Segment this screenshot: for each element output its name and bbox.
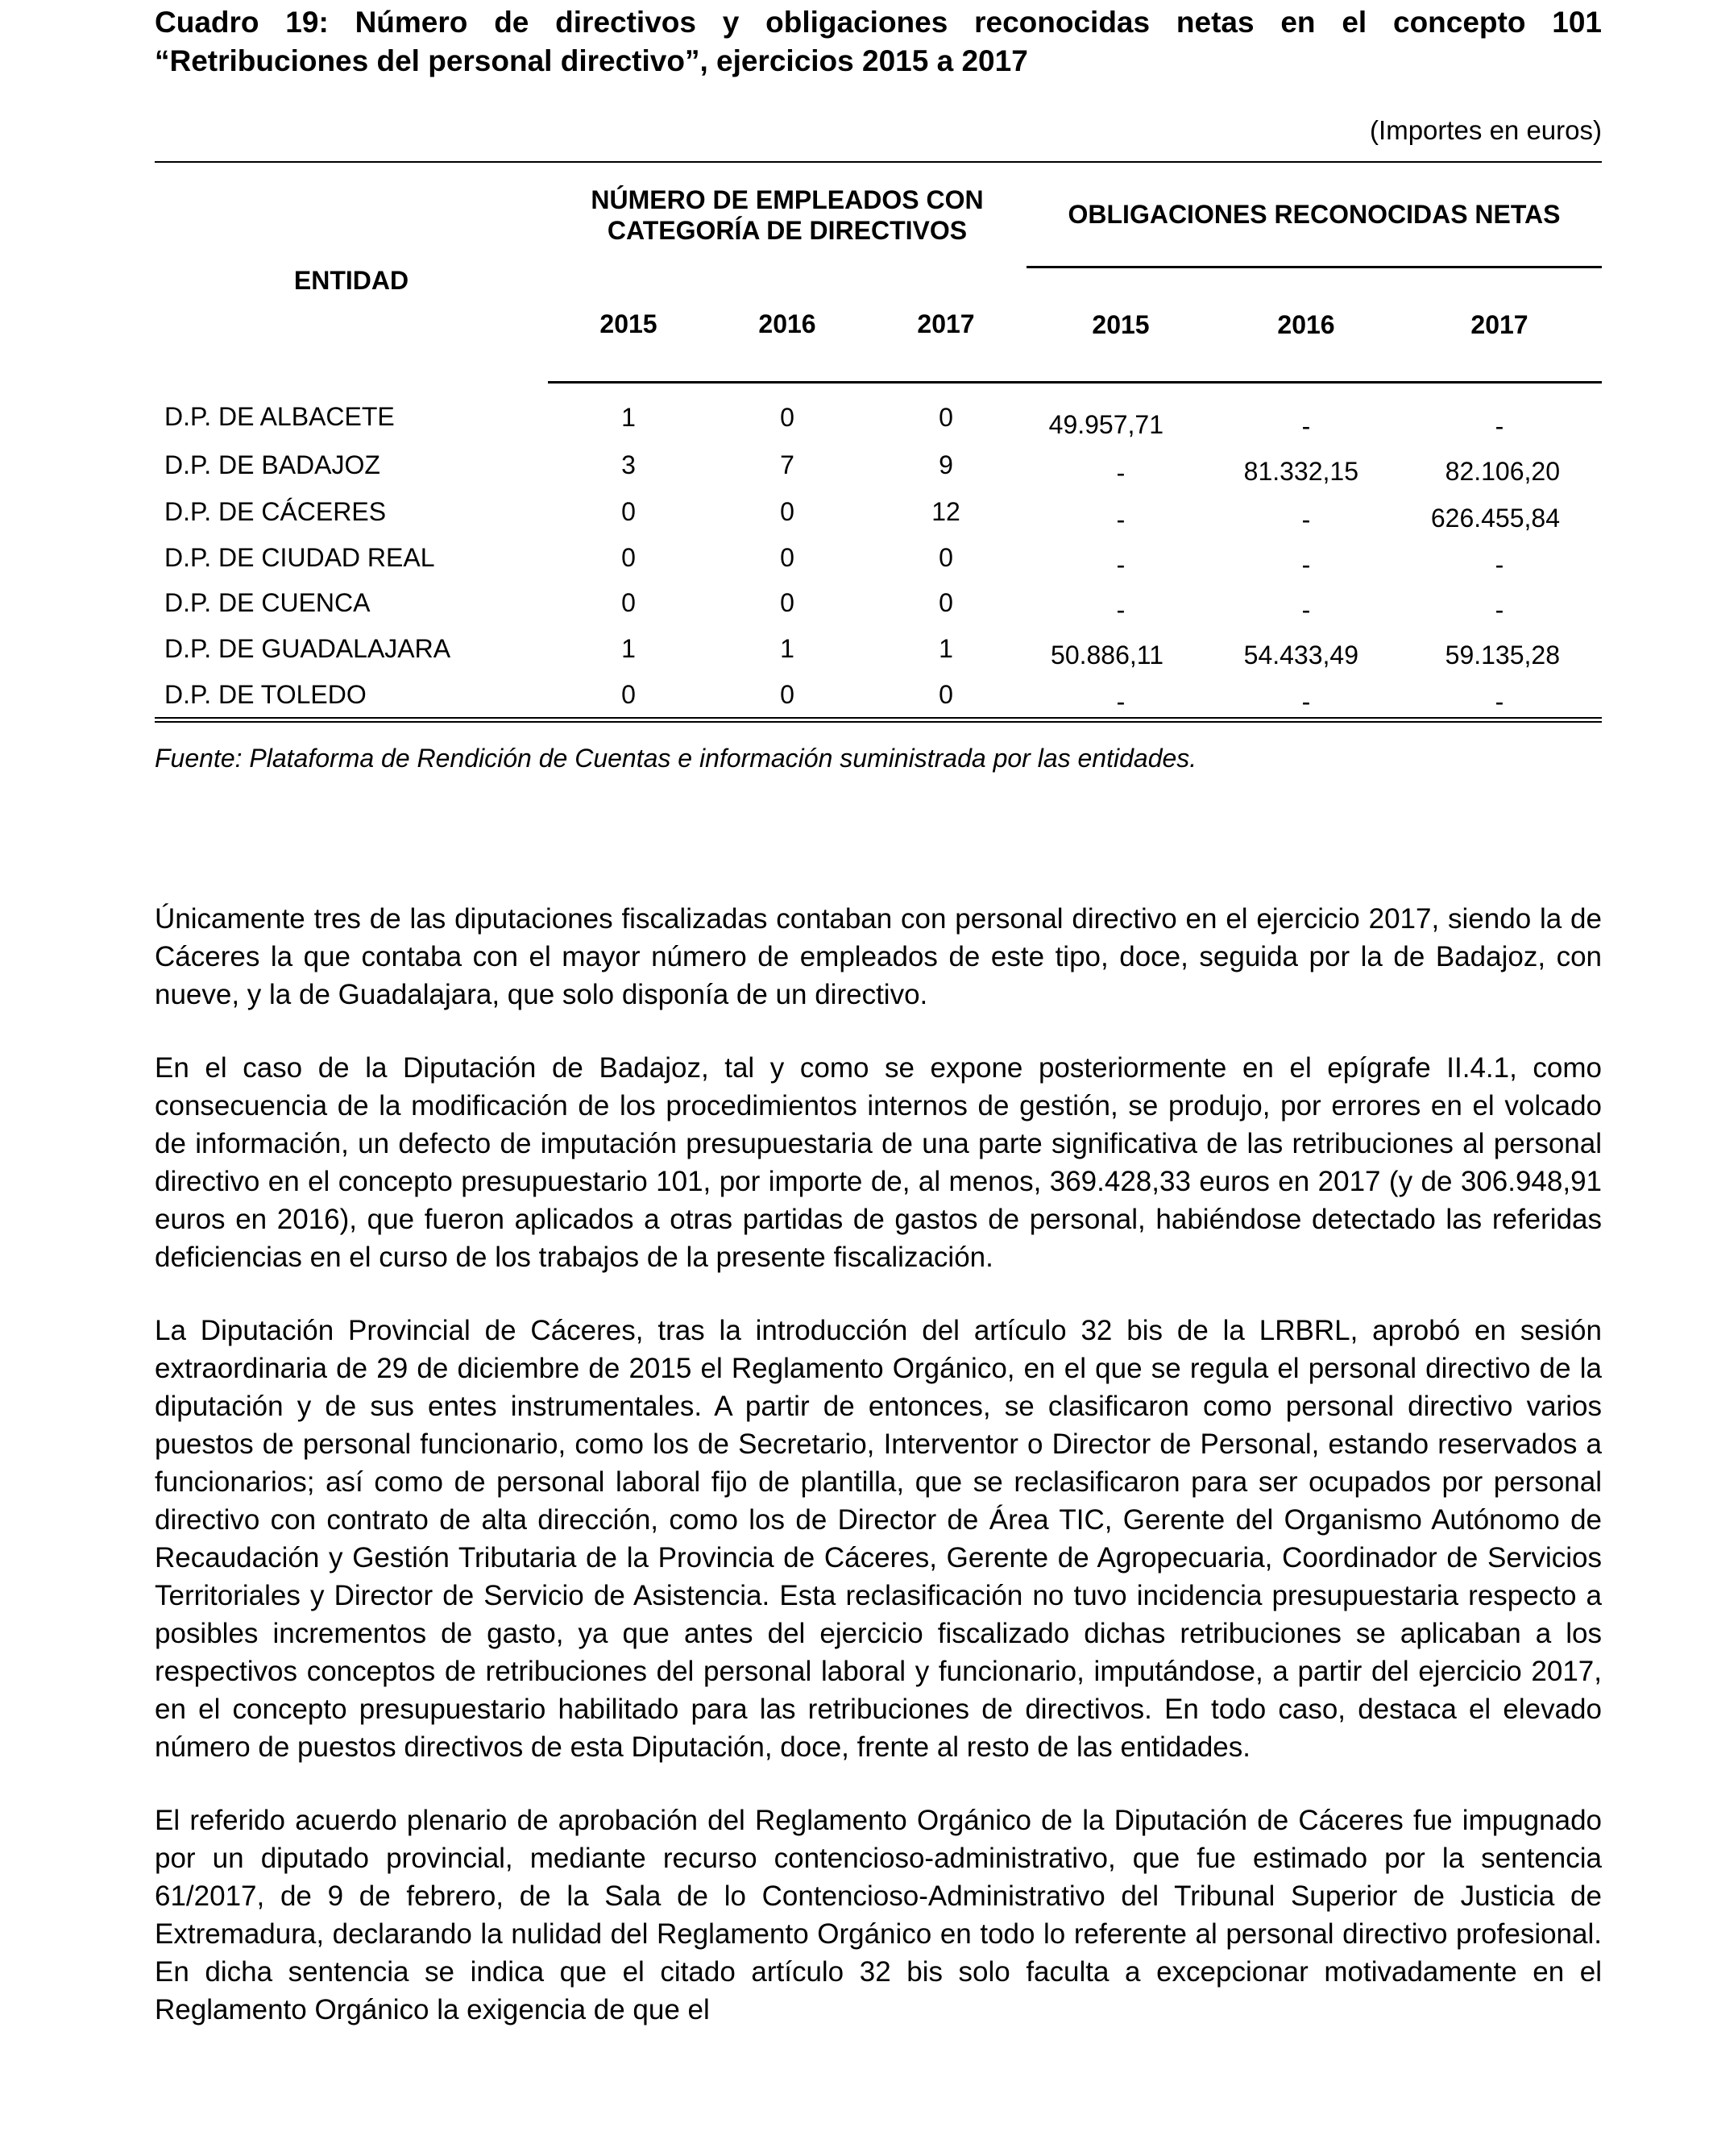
header-year-obligaciones-2015: 2015 [1027, 267, 1215, 383]
header-year-obligaciones-2016: 2016 [1215, 267, 1397, 383]
cell-entidad: D.P. DE CÁCERES [164, 496, 387, 526]
cell-obligaciones-2015: - [1116, 595, 1126, 624]
header-year-empleados-2016: 2016 [709, 267, 865, 383]
document-page [155, 0, 1602, 2064]
cell-empleados-2016: 0 [780, 587, 794, 617]
cell-obligaciones-2017: 82.106,20 [1445, 457, 1560, 486]
cell-empleados-2015: 3 [621, 450, 636, 479]
cell-entidad: D.P. DE CUENCA [164, 587, 371, 617]
paragraph: En el caso de la Diputación de Badajoz, tal y como se expone posteriormente en el epígrafe II.4.1, como consecuencia de la modificación de los procedimientos internos de gestión, se produjo, por errores en el volcado de información, un defecto de imputación presupuestaria de una parte significativa de las retribuciones al personal directivo en el concepto presupuestario 101, por importe de, al menos, 369.428,33 euros en 2017 (y de 306.948,91 euros en 2016), que fueron aplicados a otras partidas de gastos de personal, habiéndose detectado las referidas deficiencias en el curso de los trabajos de la presente fiscalización. [155, 1052, 1602, 1273]
header-year-empleados-2017: 2017 [865, 267, 1027, 383]
paragraph: El referido acuerdo plenario de aprobación del Reglamento Orgánico de la Diputación de Cáceres fue impugnado por un diputado provincial, mediante recurso contencioso-administrativo, que fue estimado por la sentencia 61/2017, de 9 de febrero, de la Sala de lo Contencioso-Administrativo del Tribunal Superior de Justicia de Extremadura, declarando la nulidad del Reglamento Orgánico en todo lo referente al personal directivo profesional. En dicha sentencia se indica que el citado artículo 32 bis solo faculta a excepcionar motivadamente en el Reglamento Orgánico la exigencia de que el [155, 1805, 1602, 2025]
header-obligaciones: OBLIGACIONES RECONOCIDAS NETAS [1027, 163, 1602, 267]
table-row [155, 580, 1602, 625]
cell-empleados-2017: 12 [931, 496, 960, 526]
cell-empleados-2017: 0 [939, 587, 953, 617]
cell-empleados-2016: 7 [780, 450, 794, 479]
cell-obligaciones-2016: - [1301, 595, 1311, 624]
header-entidad: ENTIDAD [293, 265, 409, 295]
cell-obligaciones-2016: - [1215, 672, 1397, 720]
cell-obligaciones-2015: - [1116, 550, 1126, 579]
table-row [155, 488, 1602, 535]
cell-obligaciones-2017: - [1495, 550, 1504, 579]
cell-obligaciones-2015: - [1116, 505, 1126, 534]
cell-empleados-2016: 0 [709, 672, 865, 720]
cell-obligaciones-2015: - [1116, 458, 1126, 487]
table-source-note: Fuente: Plataforma de Rendición de Cuentas e información suministrada por las entidades. [155, 744, 1197, 773]
cell-obligaciones-2016: - [1301, 550, 1311, 579]
cell-obligaciones-2017: - [1495, 595, 1504, 624]
cell-empleados-2015: 1 [621, 402, 636, 432]
table-row [155, 442, 1602, 488]
cell-entidad: D.P. DE TOLEDO [155, 672, 548, 720]
paragraph: La Diputación Provincial de Cáceres, tras la introducción del artículo 32 bis de la LRBRL, aprobó en sesión extraordinaria de 29 de diciembre de 2015 el Reglamento Orgánico, en el que se regula el personal directivo de la diputación y de sus entes instrumentales. A partir de entonces, se clasificaron como personal directivo varios puestos de personal funcionario, como los de Secretario, Interventor o Director de Personal, estando reservados a funcionarios; así como de personal laboral fijo de plantilla, que se reclasificaron para ser ocupados por personal directivo con contrato de alta dirección, como los de Director de Área TIC, Gerente del Organismo Autónomo de Recaudación y Gestión Tributaria de la Provincia de Cáceres, Gerente de Agropecuaria, Coordinador de Servicios Territoriales y Director de Servicio de Asistencia. Esta reclasificación no tuvo incidencia presupuestaria respecto a posibles incrementos de gasto, ya que antes del ejercicio fiscalizado dichas retribuciones se aplicaban a los respectivos conceptos de retribuciones del personal laboral y funcionario, imputándose, a partir del ejercicio 2017, en el concepto presupuestario habilitado para las retribuciones de directivos. En todo caso, destaca el elevado número de puestos directivos de esta Diputación, doce, frente al resto de las entidades. [155, 1315, 1602, 1763]
table-row [155, 535, 1602, 580]
cell-empleados-2016: 1 [780, 633, 794, 663]
cell-empleados-2016: 0 [780, 542, 794, 572]
cell-obligaciones-2015: 50.886,11 [1051, 641, 1163, 670]
directivos-table [155, 163, 1602, 723]
table-row [155, 672, 1602, 720]
header-year-obligaciones-2017: 2017 [1397, 267, 1602, 383]
cell-obligaciones-2016: 81.332,15 [1243, 457, 1358, 486]
cell-empleados-2015: 0 [621, 542, 636, 572]
cell-obligaciones-2017: 59.135,28 [1445, 641, 1560, 670]
cell-obligaciones-2016: - [1301, 412, 1311, 441]
cell-obligaciones-2017: - [1397, 672, 1602, 720]
paragraph: Únicamente tres de las diputaciones fiscalizadas contaban con personal directivo en el ejercicio 2017, siendo la de Cáceres la que contaba con el mayor número de empleados de este tipo, doce, seguida por la de Badajoz, con nueve, y la de Guadalajara, que solo disponía de un directivo. [155, 903, 1602, 1010]
cell-empleados-2015: 0 [548, 672, 709, 720]
cell-empleados-2017: 1 [939, 633, 953, 663]
cell-empleados-2017: 0 [939, 402, 953, 432]
cell-obligaciones-2016: 54.433,49 [1243, 641, 1358, 670]
cell-empleados-2015: 0 [621, 587, 636, 617]
cell-entidad: D.P. DE GUADALAJARA [164, 633, 451, 663]
cell-obligaciones-2017: 626.455,84 [1430, 504, 1560, 533]
table-row [155, 383, 1602, 442]
cell-obligaciones-2016: - [1301, 505, 1311, 534]
cell-entidad: D.P. DE BADAJOZ [164, 450, 380, 479]
cell-obligaciones-2017: - [1495, 412, 1504, 441]
cell-empleados-2017: 0 [939, 542, 953, 572]
cell-empleados-2015: 1 [621, 633, 636, 663]
cell-empleados-2016: 0 [780, 496, 794, 526]
cell-entidad: D.P. DE CIUDAD REAL [164, 542, 435, 572]
cell-obligaciones-2015: 49.957,71 [1048, 410, 1163, 439]
cell-empleados-2017: 9 [939, 450, 953, 479]
cell-obligaciones-2015: - [1027, 672, 1215, 720]
cell-entidad: D.P. DE ALBACETE [164, 401, 395, 431]
cell-empleados-2015: 0 [621, 496, 636, 526]
table-row [155, 625, 1602, 672]
body-text [155, 900, 1602, 2029]
table-caption: Cuadro 19: Número de directivos y obligaciones reconocidas netas en el concepto 101 “Retribuciones del personal directivo”, ejercicios 2015 a 2017 [155, 6, 1602, 77]
cell-empleados-2016: 0 [780, 402, 794, 432]
cell-empleados-2017: 0 [865, 672, 1027, 720]
units-note: (Importes en euros) [1370, 115, 1602, 145]
header-empleados: NÚMERO DE EMPLEADOS CON CATEGORÍA DE DIRECTIVOS [591, 185, 984, 245]
header-year-empleados-2015: 2015 [548, 267, 709, 383]
